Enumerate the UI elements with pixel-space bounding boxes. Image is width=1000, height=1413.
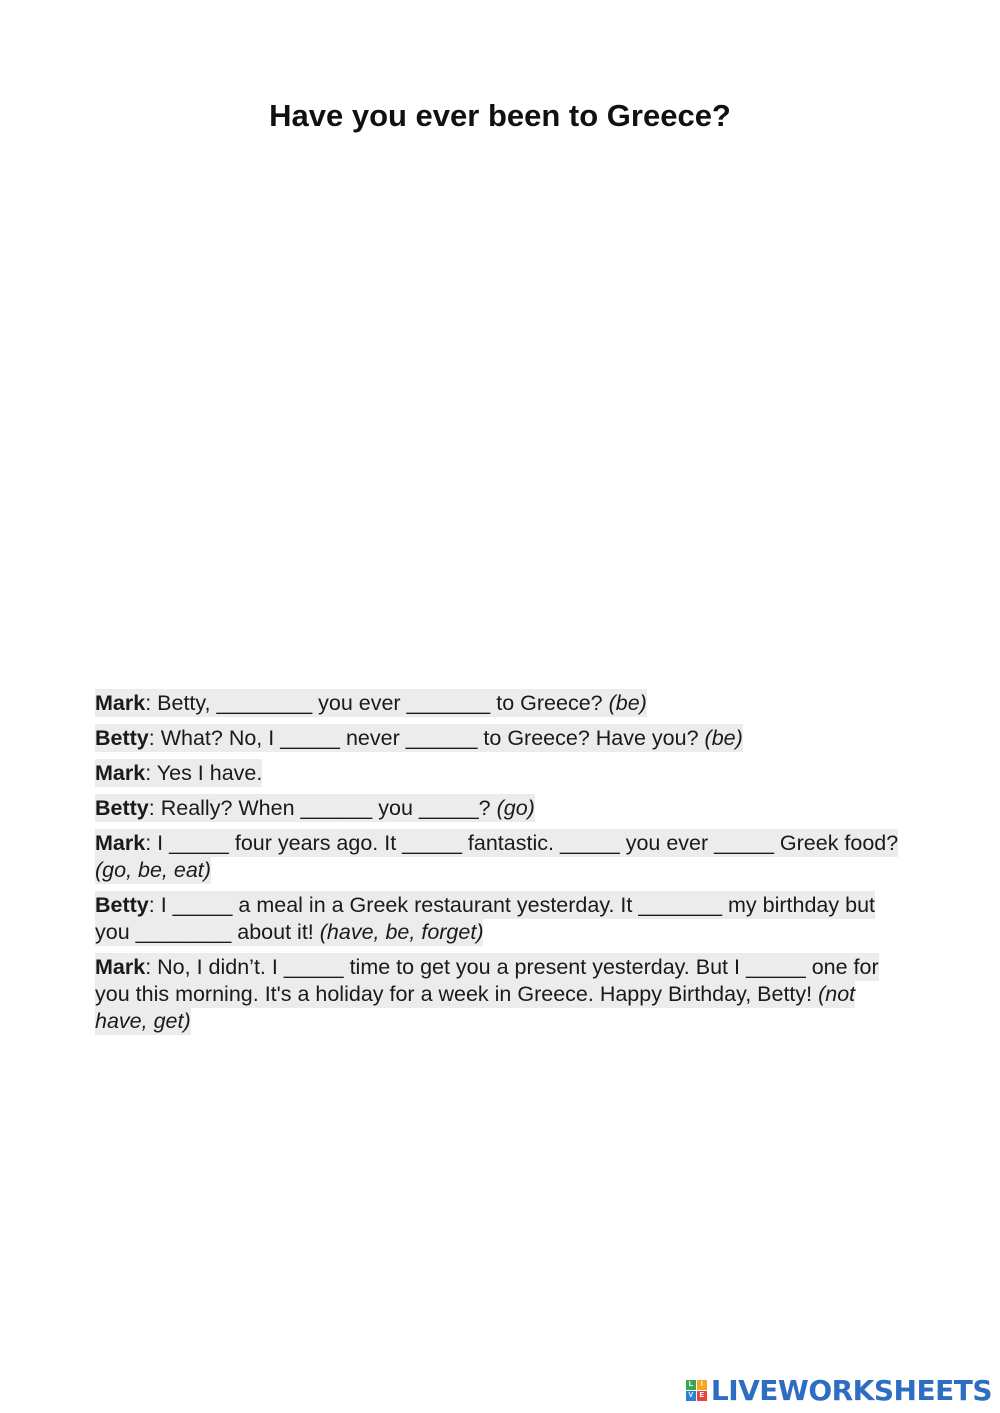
dialogue-line [95, 795, 905, 822]
line-text: : I _____ a meal in a Greek restaurant yesterday. It _______ my birthday but you ________ about it! [95, 893, 875, 944]
logo-icon-letter: L [686, 1380, 696, 1390]
logo-icon-letter: E [697, 1391, 707, 1401]
dialogue-line [95, 892, 905, 946]
logo-icon-letter: I [697, 1380, 707, 1390]
logo-text: LIVEWORKSHEETS [710, 1374, 992, 1407]
speaker-name: Mark [95, 761, 146, 785]
verb-hint: (not have, get) [95, 982, 856, 1033]
dialogue-line [95, 954, 905, 1035]
speaker-name: Mark [95, 691, 146, 715]
line-text: : No, I didn’t. I _____ time to get you a present yesterday. But I _____ one for you this morning. It's a holiday for a week in Greece. Happy Birthday, Betty! [95, 955, 879, 1006]
speaker-name: Mark [95, 955, 146, 979]
dialogue-line [95, 760, 905, 787]
verb-hint: (be) [608, 691, 647, 715]
line-text: : What? No, I _____ never ______ to Greece? Have you? [148, 726, 705, 750]
line-text: : I _____ four years ago. It _____ fantastic. _____ you ever _____ Greek food? [145, 831, 899, 855]
logo-icon-letter: V [686, 1391, 696, 1401]
line-text: : Yes I have. [145, 761, 263, 785]
speaker-name: Betty [95, 893, 149, 917]
page-title: Have you ever been to Greece? [269, 98, 731, 133]
logo-icon [686, 1380, 707, 1401]
line-text: : Betty, ________ you ever _______ to Greece? [145, 691, 609, 715]
dialogue [95, 690, 905, 1043]
speaker-name: Mark [95, 831, 146, 855]
dialogue-line [95, 690, 905, 717]
dialogue-line [95, 725, 905, 752]
speaker-name: Betty [95, 796, 149, 820]
verb-hint: (go, be, eat) [95, 858, 211, 882]
verb-hint: (have, be, forget) [319, 920, 484, 944]
liveworksheets-logo [686, 1374, 992, 1407]
dialogue-line [95, 830, 905, 884]
verb-hint: (be) [704, 726, 743, 750]
speaker-name: Betty [95, 726, 149, 750]
line-text: : Really? When ______ you _____? [148, 796, 497, 820]
verb-hint: (go) [496, 796, 535, 820]
